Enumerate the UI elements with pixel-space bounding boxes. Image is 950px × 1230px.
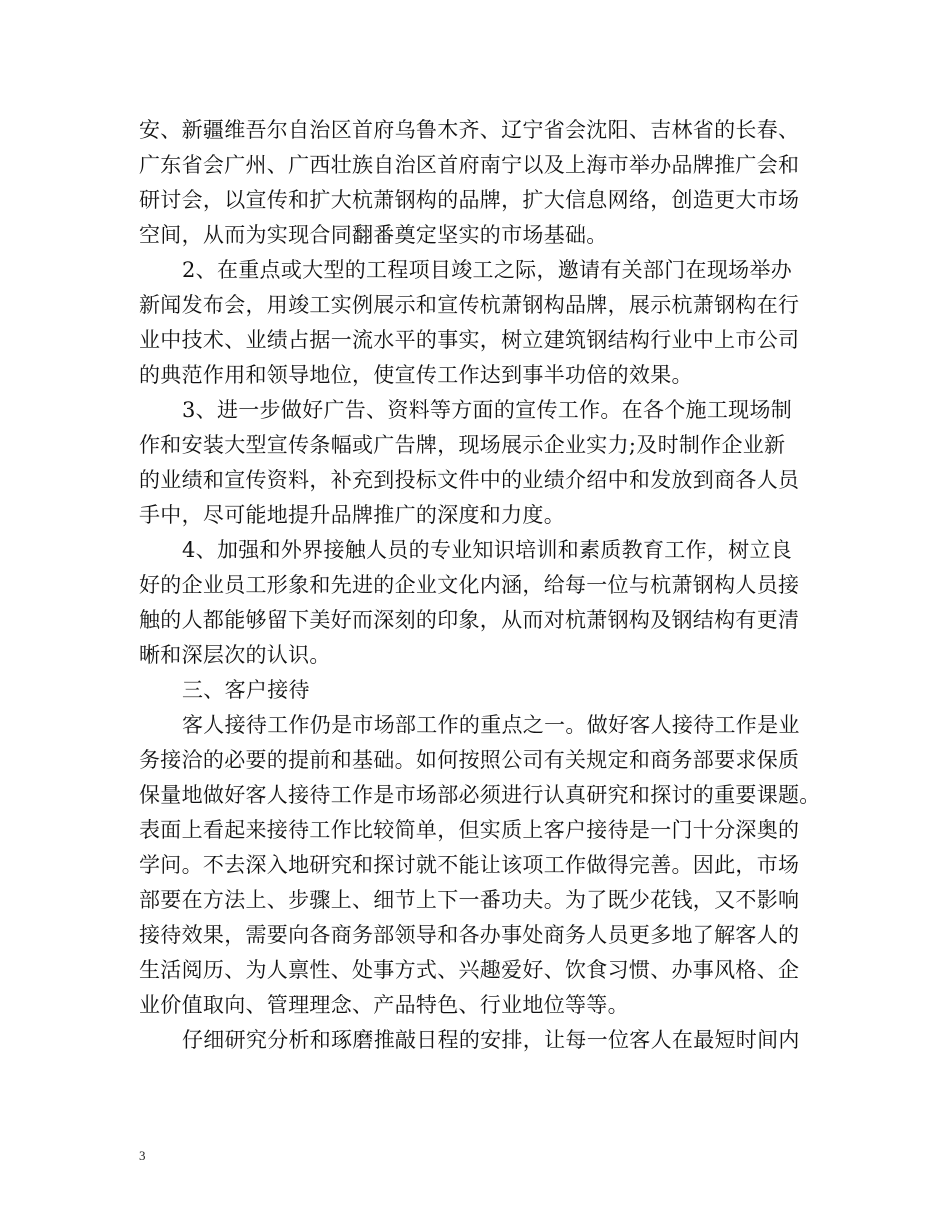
text-line: 手中，尽可能地提升品牌推广的深度和力度。 [139, 503, 565, 527]
text-line: 研讨会，以宣传和扩大杭萧钢构的品牌，扩大信息网络，创造更大市场 [139, 188, 800, 212]
text-line: 空间，从而为实现合同翻番奠定坚实的市场基础。 [139, 223, 608, 247]
text-line: 好的企业员工形象和先进的企业文化内涵，给每一位与杭萧钢构人员接 [139, 573, 800, 597]
text-line: 的典范作用和领导地位，使宣传工作达到事半功倍的效果。 [139, 363, 693, 387]
text-line: 安、新疆维吾尔自治区首府乌鲁木齐、辽宁省会沈阳、吉林省的长春、 [139, 118, 800, 142]
text-line: 客人接待工作仍是市场部工作的重点之一。做好客人接待工作是业 [182, 713, 800, 737]
text-line: 三、客户接待 [182, 678, 310, 702]
text-line: 晰和深层次的认识。 [139, 643, 331, 667]
text-line: 新闻发布会，用竣工实例展示和宣传杭萧钢构品牌，展示杭萧钢构在行 [139, 293, 800, 317]
text-line: 作和安装大型宣传条幅或广告牌，现场展示企业实力;及时制作企业新 [139, 433, 786, 457]
text-line: 部要在方法上、步骤上、细节上下一番功夫。为了既少花钱，又不影响 [139, 888, 800, 912]
text-line: 接待效果，需要向各商务部领导和各办事处商务人员更多地了解客人的 [139, 923, 800, 947]
text-line: 保量地做好客人接待工作是市场部必须进行认真研究和探讨的重要课题。 [139, 783, 821, 807]
text-line: 广东省会广州、广西壮族自治区首府南宁以及上海市举办品牌推广会和 [139, 153, 800, 177]
body-text [139, 113, 819, 1058]
text-line: 触的人都能够留下美好而深刻的印象，从而对杭萧钢构及钢结构有更清 [139, 608, 800, 632]
text-line: 业中技术、业绩占据一流水平的事实，树立建筑钢结构行业中上市公司 [139, 328, 800, 352]
text-line: 仔细研究分析和琢磨推敲日程的安排，让每一位客人在最短时间内 [182, 1028, 800, 1052]
text-line: 务接洽的必要的提前和基础。如何按照公司有关规定和商务部要求保质 [139, 748, 800, 772]
text-line: 生活阅历、为人禀性、处事方式、兴趣爱好、饮食习惯、办事风格、企 [139, 958, 800, 982]
text-line: 业价值取向、管理理念、产品特色、行业地位等等。 [139, 993, 629, 1017]
text-line: 的业绩和宣传资料，补充到投标文件中的业绩介绍中和发放到商各人员 [139, 468, 800, 492]
text-line: 2、在重点或大型的工程项目竣工之际，邀请有关部门在现场举办 [182, 258, 793, 282]
text-line: 表面上看起来接待工作比较简单，但实质上客户接待是一门十分深奥的 [139, 818, 800, 842]
page-number: 3 [139, 1148, 146, 1163]
text-line: 学问。不去深入地研究和探讨就不能让该项工作做得完善。因此，市场 [139, 853, 800, 877]
text-line: 3、进一步做好广告、资料等方面的宣传工作。在各个施工现场制 [182, 398, 793, 422]
text-line: 4、加强和外界接触人员的专业知识培训和素质教育工作，树立良 [182, 538, 793, 562]
